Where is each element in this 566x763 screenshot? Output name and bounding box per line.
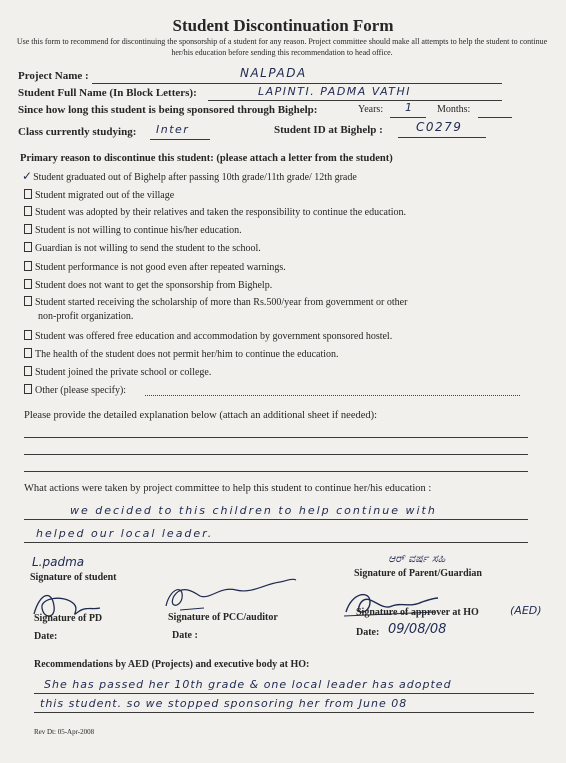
recommendations-line2: this student. so we stopped sponsoring her from June 08 [40,697,408,710]
years-label: Years: [358,104,384,115]
parent-signature: ಆರ್ ವರ್ಷ ಸಹಿ [388,552,446,565]
class-value: Inter [156,123,190,136]
project-name-label: Project Name : [18,70,89,82]
actions-line1: we decided to this children to help continue with [70,504,437,517]
months-label: Months: [437,104,471,115]
checkbox-icon[interactable] [24,206,32,216]
reason-label: Guardian is not willing to send the student to the school. [35,243,261,254]
reason-label: Student was adopted by their relatives and taken the responsibility to continue the education. [35,207,407,218]
reason-label: Student was offered free education and accommodation by government sponsored hostel. [35,331,393,342]
checkbox-icon[interactable] [24,261,32,271]
years-value: 1 [405,101,414,114]
class-line [150,139,210,140]
form-title: Student Discontinuation Form [172,16,394,35]
reason-label: Student migrated out of the village [35,190,175,201]
recommendations-rule [34,693,534,694]
months-line [478,117,512,118]
years-line [390,117,426,118]
reason-label: The health of the student does not permit her/him to continue the education. [35,349,339,360]
reason-item [24,206,406,218]
reason-label: Student joined the private school or college. [35,367,212,378]
reason-item [24,189,174,201]
pcc-date-label: Date : [172,630,198,641]
recommendations-rule [34,712,534,713]
pcc-signature-scribble [160,574,300,616]
student-id-value: C0279 [416,120,463,134]
reason-item [22,169,357,184]
form-intro: Use this form to recommend for discontinuing the sponsorship of a student for any reason. Project committee should make all attempts to help the student to continue her/his education before sending this recommendation to head office. [16,37,548,57]
checkbox-icon[interactable] [24,366,32,376]
checkbox-icon[interactable] [24,189,32,199]
checkbox-icon[interactable] [24,279,32,289]
explanation-label: Please provide the detailed explanation below (attach an additional sheet if needed): [24,410,378,421]
pd-signature-label: Signature of PD [34,613,103,624]
reason-label: Student performance is not good even after repeated warnings. [35,262,286,273]
project-name-value: NALPADA [240,66,307,80]
reason-label: Other (please specify): [35,385,127,396]
full-name-line [208,100,502,101]
reason-label: Student graduated out of Bighelp after passing 10th grade/11th grade/ 12th grade [33,172,357,183]
reason-label: Student started receiving the scholarship of more than Rs.500/year from government or other [35,297,408,308]
ho-date-value: 09/08/08 [388,622,447,637]
student-signature: L.padma [32,555,85,569]
reason-item [24,348,339,360]
pd-date-label: Date: [34,631,58,642]
ho-signature-initials: (AED) [510,604,542,617]
checkbox-icon[interactable] [24,242,32,252]
student-id-label: Student ID at Bighelp : [274,124,383,136]
reason-item [24,366,211,378]
explanation-line [24,454,528,455]
checkbox-icon[interactable] [24,384,32,394]
checkbox-icon[interactable] [24,296,32,306]
actions-label: What actions were taken by project committee to help this student to continue her/his education : [24,483,432,494]
actions-rule [24,542,528,543]
checkbox-icon[interactable] [24,348,32,358]
student-signature-label: Signature of student [30,572,117,583]
full-name-value: LAPINTI. PADMA VATHI [258,85,412,98]
parent-signature-label: Signature of Parent/Guardian [354,568,482,579]
checkbox-icon[interactable] [24,224,32,234]
student-id-line [398,137,486,138]
recommendations-label: Recommendations by AED (Projects) and executive body at HO: [34,659,310,670]
ho-date-label: Date: [356,627,380,638]
reason-label: Student does not want to get the sponsorship from Bighelp. [35,280,273,291]
revision-footer: Rev Dt: 05-Apr-2008 [34,728,95,736]
explanation-line [24,471,528,472]
reason-item [24,330,392,342]
reason-item [24,261,286,273]
reasons-heading: Primary reason to discontinue this student: (please attach a letter from the student) [20,153,393,164]
explanation-line [24,437,528,438]
pcc-signature-label: Signature of PCC/auditor [168,612,278,623]
class-label: Class currently studying: [18,126,137,138]
reason-label: Student is not willing to continue his/her education. [35,225,242,236]
project-name-line [92,83,502,84]
other-specify-line [145,395,520,396]
reason-item [24,384,126,396]
reason-item [24,242,261,254]
checkbox-icon[interactable] [24,330,32,340]
reason-item-continuation: non-profit organization. [38,311,134,322]
full-name-label: Student Full Name (In Block Letters): [18,87,197,99]
check-mark-icon: ✓ [22,169,33,183]
ho-signature-label: Signature of approver at HO [356,607,479,618]
actions-line2: helped our local leader. [36,527,214,540]
reason-item [24,296,407,308]
recommendations-line1: She has passed her 10th grade & one local leader has adopted [44,678,452,691]
actions-rule [24,519,528,520]
reason-item [24,279,272,291]
reason-item [24,224,242,236]
since-label: Since how long this student is being sponsored through Bighelp: [18,104,318,116]
